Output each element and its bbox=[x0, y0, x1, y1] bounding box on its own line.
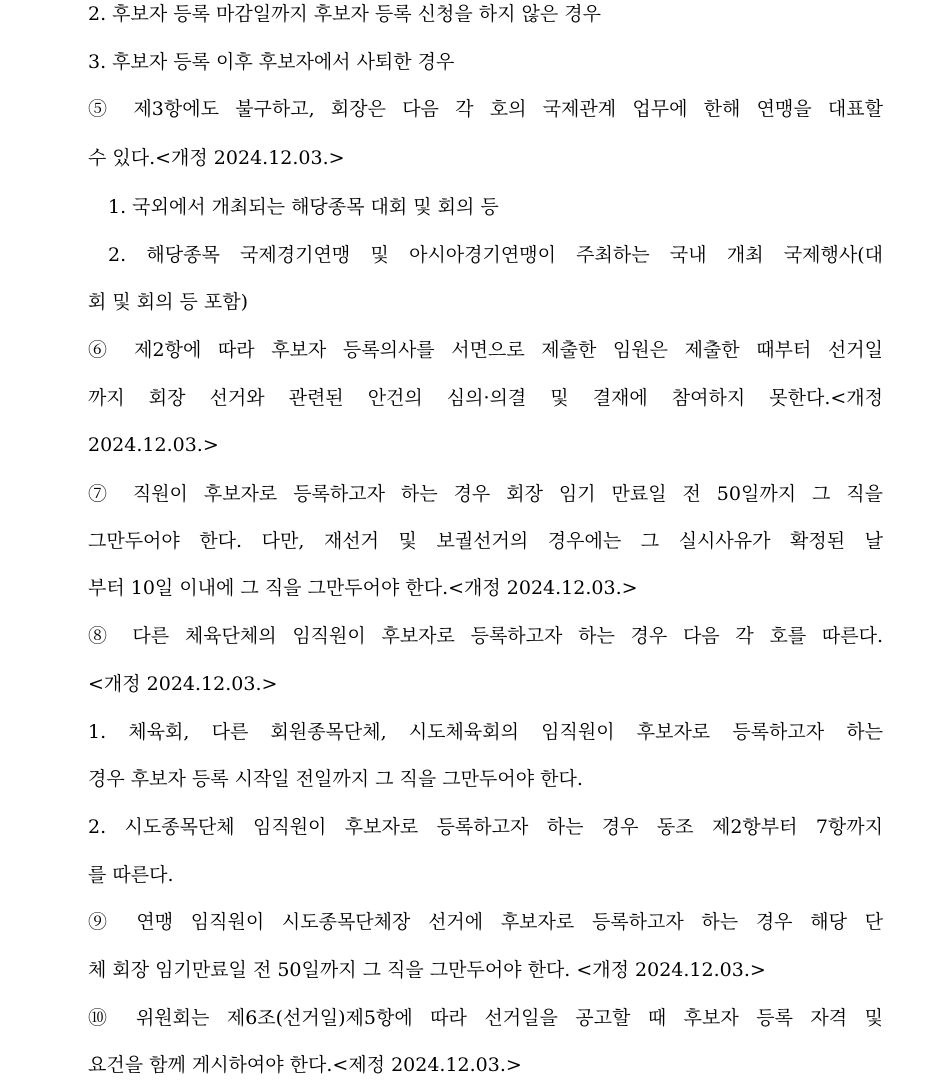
paragraph-5-item-2-line-2: 회 및 회의 등 포함) bbox=[88, 291, 249, 313]
paragraph-6-line-1: ⑥ 제2항에 따라 후보자 등록의사를 서면으로 제출한 임원은 제출한 때부터 선거일 bbox=[88, 339, 883, 361]
paragraph-8-item-1-line-1: 1. 체육회, 다른 회원종목단체, 시도체육회의 임직원이 후보자로 등록하고자 하는 bbox=[88, 721, 883, 743]
paragraph-5-item-2-line-1: 2. 해당종목 국제경기연맹 및 아시아경기연맹이 주최하는 국내 개최 국제행사(대 bbox=[108, 244, 883, 266]
paragraph-5-line-1: ⑤ 제3항에도 불구하고, 회장은 다음 각 호의 국제관계 업무에 한해 연맹을 대표할 bbox=[88, 98, 883, 120]
paragraph-9-line-1: ⑨ 연맹 임직원이 시도종목단체장 선거에 후보자로 등록하고자 하는 경우 해당 단 bbox=[88, 911, 883, 933]
paragraph-7-line-3: 부터 10일 이내에 그 직을 그만두어야 한다.<개정 2024.12.03.> bbox=[88, 577, 638, 599]
paragraph-8-line-2: <개정 2024.12.03.> bbox=[88, 673, 278, 695]
paragraph-10-line-2: 요건을 함께 게시하여야 한다.<제정 2024.12.03.> bbox=[88, 1054, 522, 1076]
paragraph-8-item-2-line-2: 를 따른다. bbox=[88, 864, 174, 886]
paragraph-5-line-2: 수 있다.<개정 2024.12.03.> bbox=[88, 147, 345, 169]
item-3-withdrew: 3. 후보자 등록 이후 후보자에서 사퇴한 경우 bbox=[88, 51, 455, 73]
paragraph-7-line-1: ⑦ 직원이 후보자로 등록하고자 하는 경우 회장 임기 만료일 전 50일까지 그 직을 bbox=[88, 483, 883, 505]
paragraph-8-item-2-line-1: 2. 시도종목단체 임직원이 후보자로 등록하고자 하는 경우 동조 제2항부터 7항까지 bbox=[88, 816, 883, 838]
paragraph-10-line-1: ⑩ 위원회는 제6조(선거일)제5항에 따라 선거일을 공고할 때 후보자 등록 자격 및 bbox=[88, 1007, 883, 1029]
paragraph-8-line-1: ⑧ 다른 체육단체의 임직원이 후보자로 등록하고자 하는 경우 다음 각 호를 따른다. bbox=[88, 625, 883, 647]
paragraph-5-item-1: 1. 국외에서 개최되는 해당종목 대회 및 회의 등 bbox=[108, 196, 499, 218]
item-2-deadline-missed: 2. 후보자 등록 마감일까지 후보자 등록 신청을 하지 않은 경우 bbox=[88, 3, 601, 25]
paragraph-9-line-2: 체 회장 임기만료일 전 50일까지 그 직을 그만두어야 한다. <개정 2024.12.03.> bbox=[88, 959, 766, 981]
paragraph-7-line-2: 그만두어야 한다. 다만, 재선거 및 보궐선거의 경우에는 그 실시사유가 확정된 날 bbox=[88, 530, 883, 552]
paragraph-6-line-3: 2024.12.03.> bbox=[88, 434, 219, 456]
paragraph-6-line-2: 까지 회장 선거와 관련된 안건의 심의·의결 및 결재에 참여하지 못한다.<개정 bbox=[88, 387, 883, 409]
paragraph-8-item-1-line-2: 경우 후보자 등록 시작일 전일까지 그 직을 그만두어야 한다. bbox=[88, 768, 583, 790]
